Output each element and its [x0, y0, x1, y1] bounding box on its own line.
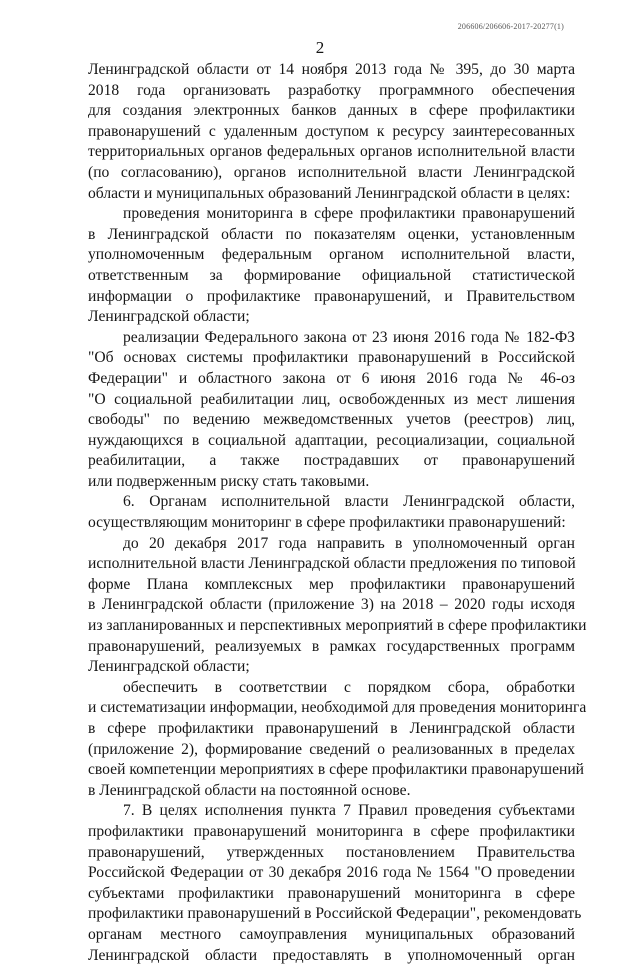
- text-line: уполномоченным федеральным органом исполнительной власти,: [88, 246, 575, 264]
- text-line: (по согласованию), органов исполнительной власти Ленинградской: [88, 163, 575, 181]
- text-line: в Ленинградской области по показателям оценки, установленным: [88, 225, 575, 243]
- text-line: свободы" по ведению межведомственных учетов (реестров) лиц,: [88, 411, 575, 429]
- text-line: Ленинградской области предоставлять в уполномоченный орган: [88, 946, 575, 964]
- text-line: ответственным за формирование официальной статистической: [88, 266, 575, 284]
- text-line: из запланированных и перспективных мероприятий в сфере профилактики: [88, 617, 587, 635]
- text-line: правонарушений с удаленным доступом к ресурсу заинтересованных: [88, 122, 575, 140]
- text-line: профилактики правонарушений в Российской Федерации", рекомендовать: [88, 905, 582, 923]
- text-line: проведения мониторинга в сфере профилактики правонарушений: [123, 205, 575, 223]
- text-line: территориальных органов федеральных органов исполнительной власти: [88, 143, 575, 161]
- text-line: для создания электронных банков данных в сфере профилактики: [88, 102, 575, 120]
- text-line: "Об основах системы профилактики правонарушений в Российской: [88, 349, 575, 367]
- text-line: 7. В целях исполнения пункта 7 Правил проведения субъектами: [123, 802, 575, 820]
- text-line: правонарушений, реализуемых в рамках государственных программ: [88, 637, 575, 655]
- text-line: в Ленинградской области на постоянной основе.: [88, 781, 411, 799]
- text-line: Федерации" и областного закона от 6 июня 2016 года № 46-оз: [88, 369, 575, 387]
- text-line: реабилитации, а также пострадавших от правонарушений: [88, 452, 575, 470]
- text-line: Российской Федерации от 30 декабря 2016 года № 1564 "О проведении: [88, 864, 575, 882]
- text-line: или подверженным риску стать таковыми.: [88, 472, 370, 490]
- text-line: осуществляющим мониторинг в сфере профилактики правонарушений:: [88, 514, 566, 532]
- text-line: профилактики правонарушений мониторинга в сфере профилактики: [88, 822, 575, 840]
- text-line: и систематизации информации, необходимой для проведения мониторинга: [88, 699, 587, 717]
- text-line: Ленинградской области;: [88, 308, 250, 326]
- text-line: реализации Федерального закона от 23 июня 2016 года № 182-ФЗ: [123, 328, 575, 346]
- text-line: до 20 декабря 2017 года направить в уполномоченный орган: [123, 534, 575, 552]
- text-line: правонарушений, утвержденных постановлением Правительства: [88, 843, 575, 861]
- text-line: Ленинградской области от 14 ноября 2013 года № 395, до 30 марта: [88, 61, 575, 78]
- text-line: форме Плана комплексных мер профилактики правонарушений: [88, 575, 575, 593]
- text-line: в сфере профилактики правонарушений в Ленинградской области: [88, 720, 575, 737]
- text-line: субъектами профилактики правонарушений мониторинга в сфере: [88, 884, 575, 902]
- text-line: (приложение 2), формирование сведений о реализованных в пределах: [88, 740, 575, 758]
- text-line: информации о профилактике правонарушений, и Правительством: [88, 287, 575, 305]
- document-body: [88, 60, 587, 966]
- document-number: 206606/206606-2017-20277(1): [457, 22, 564, 31]
- text-line: Ленинградской области;: [88, 658, 250, 676]
- text-line: обеспечить в соответствии с порядком сбора, обработки: [123, 678, 575, 696]
- text-line: 6. Органам исполнительной власти Ленинградской области,: [123, 493, 575, 511]
- text-line: "О социальной реабилитации лиц, освобожденных из мест лишения: [88, 390, 575, 408]
- text-line: 2018 года организовать разработку программного обеспечения: [88, 81, 575, 99]
- text-line: в Ленинградской области (приложение 3) на 2018 – 2020 годы исходя: [88, 596, 575, 614]
- text-line: органам местного самоуправления муниципальных образований: [88, 925, 575, 943]
- text-line: исполнительной власти Ленинградской области предложения по типовой: [88, 555, 576, 573]
- text-line: области и муниципальных образований Ленинградской области в целях:: [88, 184, 571, 202]
- page-number: 2: [315, 38, 325, 57]
- text-line: нуждающихся в социальной адаптации, ресоциализации, социальной: [88, 431, 575, 449]
- text-line: своей компетенции мероприятиях в сфере профилактики правонарушений: [88, 761, 585, 779]
